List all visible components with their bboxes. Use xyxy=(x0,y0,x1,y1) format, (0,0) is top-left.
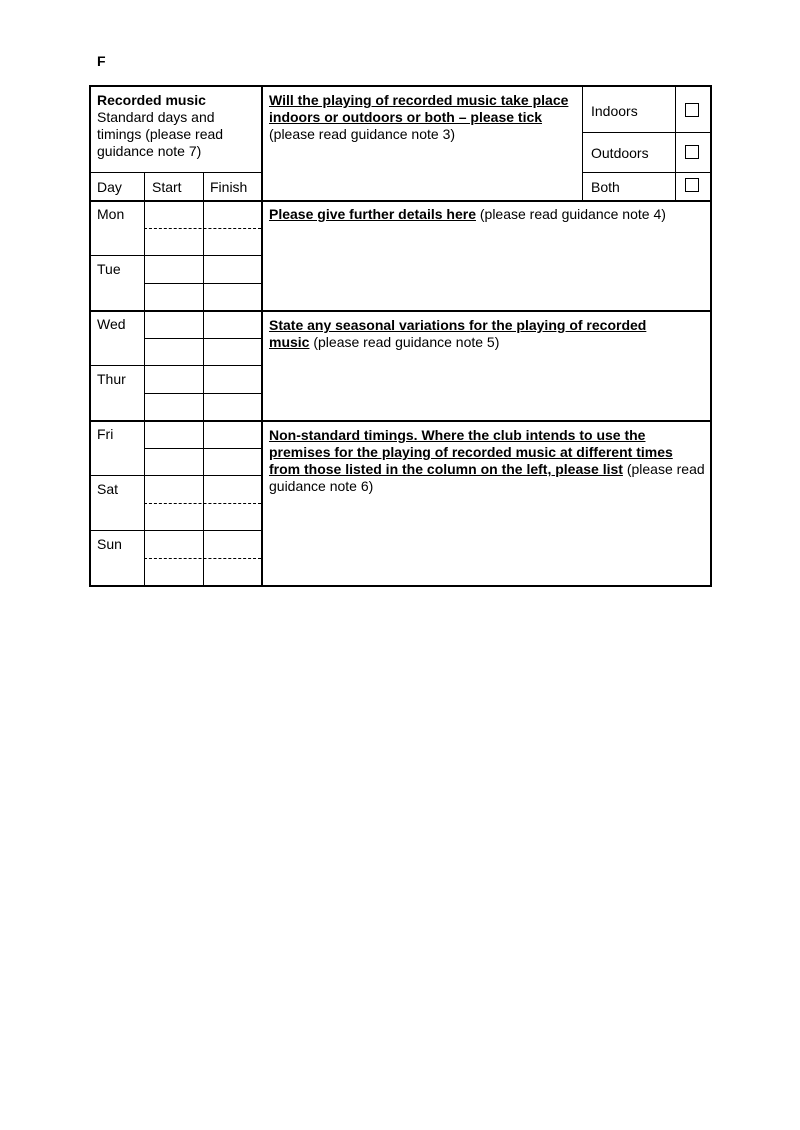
recorded-music-heading xyxy=(97,92,257,160)
sat-start-2[interactable] xyxy=(145,504,203,530)
tue-finish-1[interactable] xyxy=(204,256,261,283)
option-both-label: Both xyxy=(591,179,620,195)
column-header-day: Day xyxy=(97,179,122,195)
tue-finish-2[interactable] xyxy=(204,284,261,310)
location-question-bold: Will the playing of recorded music take place indoors or outdoors or both – please tick xyxy=(269,92,569,125)
day-label-sat: Sat xyxy=(97,481,119,497)
non-standard-timings-note: (please read guidance note 6) xyxy=(269,461,705,494)
fri-start-2[interactable] xyxy=(145,449,203,475)
column-header-finish: Finish xyxy=(210,179,248,195)
sun-start-1[interactable] xyxy=(145,531,203,558)
day-label-tue: Tue xyxy=(97,261,121,277)
further-details-bold: Please give further details here xyxy=(269,206,476,222)
sat-start-1[interactable] xyxy=(145,476,203,503)
sat-finish-1[interactable] xyxy=(204,476,261,503)
mon-start-2[interactable] xyxy=(145,229,203,255)
day-label-mon: Mon xyxy=(97,206,125,222)
recorded-music-form xyxy=(89,85,712,587)
mon-finish-1[interactable] xyxy=(204,201,261,228)
seasonal-variations-bold: State any seasonal variations for the playing of recorded music xyxy=(269,317,647,350)
form-subtitle: Standard days and timings (please read guidance note 7) xyxy=(97,109,224,159)
wed-finish-1[interactable] xyxy=(204,312,261,338)
seasonal-variations-prompt xyxy=(269,317,689,351)
mon-start-1[interactable] xyxy=(145,201,203,228)
option-outdoors-label: Outdoors xyxy=(591,145,649,161)
thur-finish-2[interactable] xyxy=(204,394,261,420)
location-question-note: (please read guidance note 3) xyxy=(269,126,456,142)
sun-start-2[interactable] xyxy=(145,559,203,585)
fri-finish-1[interactable] xyxy=(204,422,261,448)
mon-finish-2[interactable] xyxy=(204,229,261,255)
tue-start-1[interactable] xyxy=(145,256,203,283)
indoors-checkbox[interactable] xyxy=(685,103,699,117)
section-letter: F xyxy=(97,53,106,69)
thur-finish-1[interactable] xyxy=(204,366,261,393)
wed-finish-2[interactable] xyxy=(204,339,261,365)
fri-finish-2[interactable] xyxy=(204,449,261,475)
day-label-sun: Sun xyxy=(97,536,122,552)
further-details-area[interactable] xyxy=(263,227,710,309)
thur-start-2[interactable] xyxy=(145,394,203,420)
non-standard-timings-bold: Non-standard timings. Where the club intends to use the premises for the playing of recorded music at different times from those listed in the column on the left, please list xyxy=(269,427,673,477)
outdoors-checkbox[interactable] xyxy=(685,145,699,159)
seasonal-variations-note: (please read guidance note 5) xyxy=(309,334,500,350)
wed-start-2[interactable] xyxy=(145,339,203,365)
sun-finish-1[interactable] xyxy=(204,531,261,558)
day-label-wed: Wed xyxy=(97,316,126,332)
day-label-fri: Fri xyxy=(97,426,114,442)
fri-start-1[interactable] xyxy=(145,422,203,448)
option-indoors-label: Indoors xyxy=(591,103,638,119)
further-details-note: (please read guidance note 4) xyxy=(475,206,666,222)
column-header-start: Start xyxy=(152,179,182,195)
non-standard-timings-prompt xyxy=(269,427,706,495)
day-label-thur: Thur xyxy=(97,371,126,387)
both-checkbox[interactable] xyxy=(685,178,699,192)
sun-finish-2[interactable] xyxy=(204,559,261,585)
location-question xyxy=(269,92,579,143)
sat-finish-2[interactable] xyxy=(204,504,261,530)
non-standard-timings-area[interactable] xyxy=(263,499,710,585)
form-title: Recorded music xyxy=(97,92,206,108)
further-details-prompt xyxy=(269,206,704,223)
wed-start-1[interactable] xyxy=(145,312,203,338)
thur-start-1[interactable] xyxy=(145,366,203,393)
seasonal-variations-area[interactable] xyxy=(263,355,710,419)
tue-start-2[interactable] xyxy=(145,284,203,310)
